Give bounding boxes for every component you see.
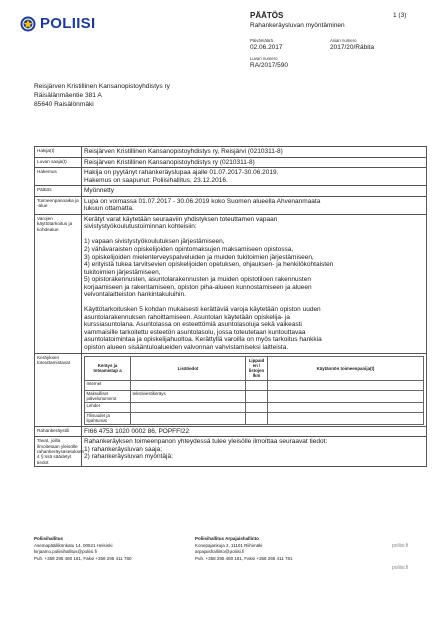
methods-cell: Lehdet — [85, 402, 131, 412]
methods-cell — [268, 380, 424, 390]
recipient-name: Reisjärven Kristillinen Kansanopistoyhdistys ry — [34, 83, 170, 90]
purpose-line: asuntolatoimintaa ja opiskelijahuoltoa. Kerättyllä varoilla on myös tarkoitus hankkia — [84, 336, 322, 344]
licensee-label: Luvan saaja(t) — [35, 157, 82, 168]
decision-value: Myönnetty — [82, 186, 427, 197]
logo-text: POLIISI — [40, 15, 96, 32]
notice-line: 1) rahankeräysluvan saaja; — [84, 445, 163, 453]
footer-website[interactable]: poliisi.fi — [392, 543, 409, 549]
date-label: Päivämäärä — [250, 38, 273, 43]
purpose-line: 4) erityistä tukea tarvitsevien opiskelijoiden opetuksen, ohjauksen- ja henkilökohtaisten — [84, 261, 334, 269]
application-row — [35, 168, 427, 186]
purpose-line: 1) vapaan sivistystyökoulutuksen järjestämiseen, — [84, 238, 225, 246]
methods-row-item — [85, 390, 424, 402]
footer-right-address: Konepajankuja 2, 11101 Riihimäki — [195, 542, 263, 548]
decision-date: 02.06.2017 — [250, 44, 283, 51]
area-value — [82, 196, 427, 214]
methods-value — [82, 353, 427, 426]
notice-line: 2) rahankeräysluvan myöntäjä; — [84, 453, 173, 461]
methods-cell — [246, 412, 268, 424]
purpose-value — [82, 214, 427, 353]
notice-row — [35, 437, 427, 467]
police-logo — [20, 15, 95, 32]
case-number-label: Asian numero — [330, 38, 357, 43]
purpose-line: korjaamiseen ja rakentamiseen, opiston piha-alueen kunnostamiseen ja alueen — [84, 283, 312, 291]
area-label: Toimeenpanoaika ja -alue — [35, 196, 82, 214]
methods-header-cell: Käytännön toimeenpanija(t) — [268, 356, 424, 380]
purpose-line: Kerätyt varat käytetään seuraaviin yhdistyksen toteuttamen vapaan — [84, 215, 278, 223]
methods-header-cell: Lisätiedot — [131, 356, 246, 380]
area-row — [35, 196, 427, 214]
area-line: lukuun ottamatta. — [84, 205, 134, 213]
purpose-line: sivistystyökoulutustoiminnan kohteisiin: — [84, 223, 197, 231]
footer-right-phone: Puh. +358 295 480 181, Faksi +358 295 411 781 — [195, 555, 293, 561]
footer-left-address: Asemapäällikönkatu 14, 00521 Helsinki — [34, 542, 113, 548]
applicant-value: Reisjärven Kristillinen Kansanopistoyhdistys ry, Reisjärvi (0210311-8) — [82, 147, 427, 158]
licensee-value: Reisjärven Kristillinen Kansanopistoyhdistys ry (0210311-8) — [82, 157, 427, 168]
application-line: Hakija on pyytänyt rahankeräyslupaa ajalle 01.07.2017-30.06.2019. — [84, 169, 279, 177]
account-label: Rahankeräystili — [35, 426, 82, 437]
methods-cell: Tilisuudet ja lipahtumat — [85, 412, 131, 424]
footer-left-email: kirjaamo.poliisihallitus@poliisi.fi — [34, 549, 97, 555]
methods-cell — [246, 390, 268, 402]
purpose-line: kurssiasuntolana. Asuntolassa on esteettömiä asuntolasoluja sekä vaikeasti — [84, 321, 302, 329]
methods-cell — [268, 402, 424, 412]
purpose-line: 5) opistorakennusten, asuntolarakennusten ja muiden opistotiloen rakennusten — [84, 276, 311, 284]
purpose-line: asuntolarakennuksen rahoittamiseen. Asuntolan käytetään opiskelija- ja — [84, 313, 290, 321]
purpose-line: opiston alueen sisääntuloalueiden valvonnan vahvistamiseksi laitteista. — [84, 344, 289, 352]
footer-right-title: Poliisihallitus Arpajaishallinto — [195, 536, 259, 541]
decision-row — [35, 186, 427, 197]
account-row — [35, 426, 427, 437]
account-value: FI66 4753 1020 0002 86, POPFFI22 — [82, 426, 427, 437]
methods-row-item — [85, 412, 424, 424]
purpose-line: Käyttötarkoitusken 5 kohdan mukaisesti kerättäviä varoja käytetään opiston uuden — [84, 306, 321, 314]
permit-number: RA/2017/590 — [250, 62, 288, 69]
purpose-spacer — [84, 299, 424, 307]
notice-value — [82, 437, 427, 467]
methods-cell — [268, 390, 424, 402]
document-type: PÄÄTÖS — [250, 11, 284, 20]
purpose-label: Varojen käyttötarkoitus ja kohdealue — [35, 214, 82, 353]
methods-label: Keräyksen toteuttamistavat — [35, 353, 82, 426]
methods-table — [84, 356, 424, 425]
footer-right — [195, 536, 293, 562]
purpose-line: vammaisille tarkoitettu esteetön asuntolasolu, jossa toteutetaan kuntouttavaa — [84, 328, 306, 336]
notice-line: Rahankeräyksen toimeenpanon yhteydessä tulee yleisölle ilmoittaa seuraavat tiedot: — [84, 438, 328, 446]
applicant-label: Hakija(t) — [35, 147, 82, 158]
licensee-row — [35, 157, 427, 168]
application-value — [82, 168, 427, 186]
purpose-line: 3) opiskelijoiden mielenterveyspalveluiden ja muiden tukitoimien järjestämiseen, — [84, 253, 314, 261]
recipient-postal: 85640 Raisälönmäki — [34, 101, 94, 108]
decision-table — [34, 146, 427, 467]
notice-label: Tavat, joilla ilmoitetaan yleisölle rahankeräysasetuksen 4 §:ssä säädetyt tiedot — [35, 437, 82, 467]
methods-cell: Internet — [85, 380, 131, 390]
methods-cell: tekstiviestikeräys — [131, 390, 246, 402]
footer-left-phone: Puh. +358 295 480 181, Faksi +358 295 411 780 — [34, 555, 132, 561]
case-number: 2017/20/Räbita — [330, 44, 375, 51]
methods-cell — [246, 380, 268, 390]
permit-number-label: Luvan numero — [250, 56, 278, 61]
methods-cell — [131, 380, 246, 390]
purpose-line: 2) vähävaraisten opiskelijoiden opintomaksujen maksamiseen opistossa, — [84, 245, 294, 253]
application-label: Hakemus — [35, 168, 82, 186]
purpose-line: tukitoimien järjestämiseen, — [84, 268, 161, 276]
methods-row-item — [85, 402, 424, 412]
footer-right-email: arpajaishallinto@poliisi.fi — [195, 549, 245, 555]
methods-header-cell: Lippaid en / listojen lkm — [246, 356, 268, 380]
methods-row — [35, 353, 427, 426]
methods-cell — [246, 402, 268, 412]
police-emblem-icon — [20, 16, 36, 32]
page-number: 1 (3) — [393, 12, 407, 19]
area-line: Lupa on voimassa 01.07.2017 - 30.06.2019 koko Suomen alueella Ahvenanmaata — [84, 197, 321, 205]
purpose-spacer — [84, 231, 424, 239]
application-line: Hakemus on saapunut: Poliisihallitus, 23.12.2016. — [84, 176, 228, 184]
recipient-street: Räisälänmäentie 381 A — [34, 92, 102, 99]
methods-row-item — [85, 380, 424, 390]
decision-label: Päätös — [35, 186, 82, 197]
methods-cell — [268, 412, 424, 424]
footer-left — [34, 536, 132, 562]
methods-cell — [131, 412, 246, 424]
footer-left-title: Poliisihallitus — [34, 536, 64, 541]
methods-header-cell: Keräys ja toteamistap a — [85, 356, 131, 380]
purpose-row — [35, 214, 427, 353]
methods-header-row — [85, 356, 424, 380]
methods-cell — [131, 402, 246, 412]
document-subtitle: Rahankeräysluvan myöntäminen — [250, 22, 345, 29]
applicant-row — [35, 147, 427, 158]
footer-website[interactable]: poliisi.fi — [392, 565, 409, 571]
methods-cell: Maksulliset palvelunumerot — [85, 390, 131, 402]
purpose-line: velvontalaitteiston hankintakuluihin. — [84, 291, 186, 299]
